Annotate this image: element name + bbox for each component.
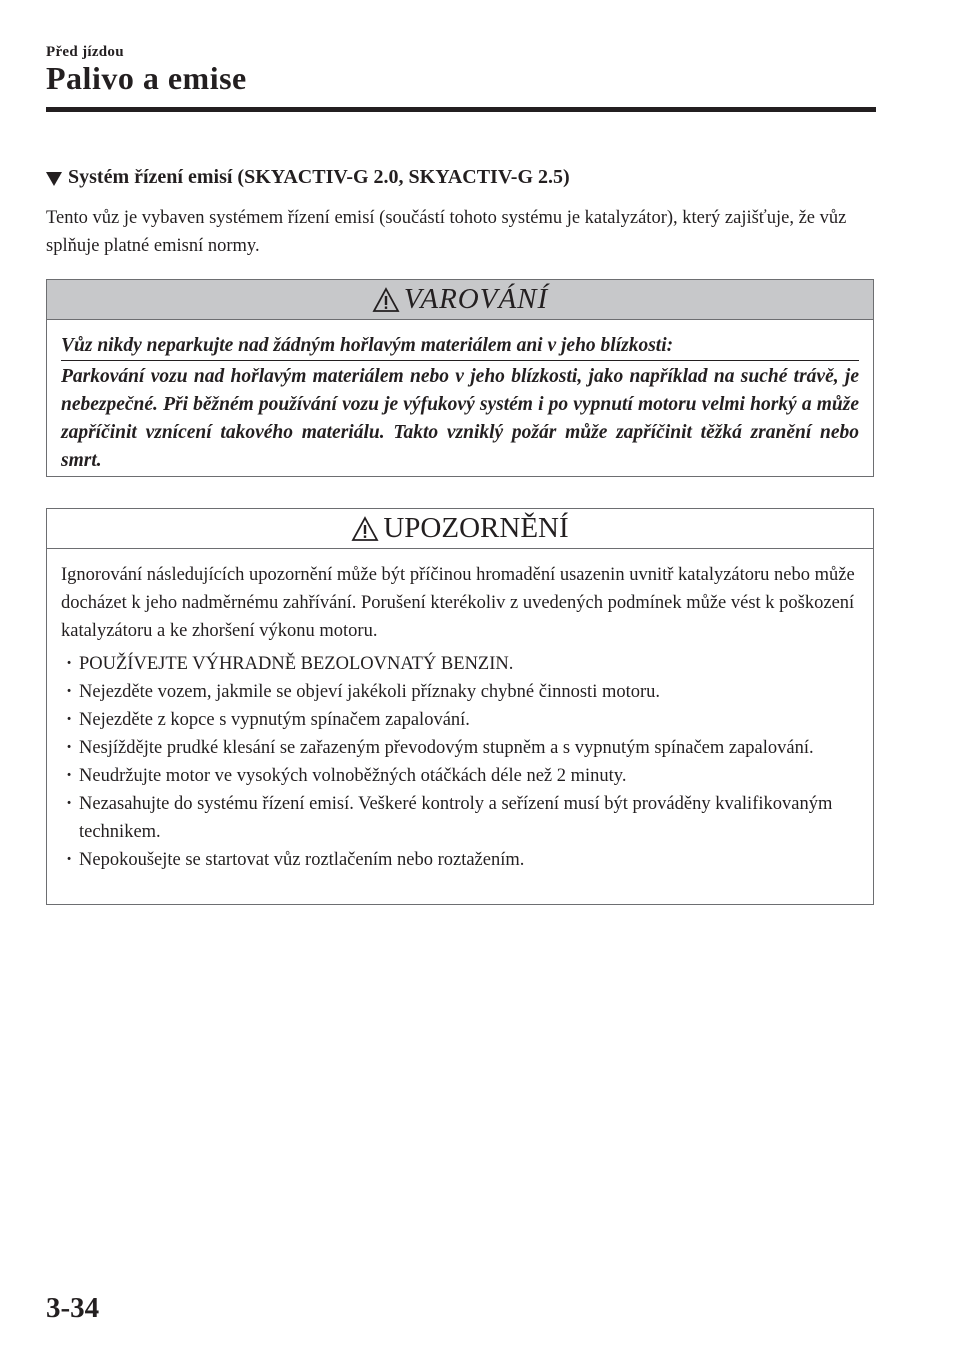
list-item: · POUŽÍVEJTE VÝHRADNĚ BEZOLOVNATÝ BENZIN.	[61, 650, 859, 678]
section-heading-text: Systém řízení emisí (SKYACTIV-G 2.0, SKYACTIV-G 2.5)	[68, 166, 570, 188]
warning-body	[47, 320, 873, 475]
list-item: · Neudržujte motor ve vysokých volnoběžných otáčkách déle než 2 minuty.	[61, 762, 859, 790]
caution-box	[46, 508, 874, 905]
list-item: · Nezasahujte do systému řízení emisí. Veškeré kontroly a seřízení musí být prováděny kvalifikovaným technikem.	[61, 790, 859, 846]
warning-icon	[372, 287, 400, 313]
caution-header	[47, 509, 873, 549]
warning-header	[47, 280, 873, 320]
triangle-down-icon	[46, 172, 62, 186]
warning-text: Parkování vozu nad hořlavým materiálem nebo v jeho blízkosti, jako například na suché trávě, je nebezpečné. Při běžném používání vozu je výfukový systém i po vypnutí motoru velmi horký a může zapříčinit vznícení takového materiálu. Takto vzniklý požár může zapříčinit těžká zranění nebo smrt.	[61, 366, 859, 471]
caution-intro: Ignorování následujících upozornění může být příčinou hromadění usazenin uvnitř katalyzátoru nebo může docházet k jeho nadměrnému zahřívání. Porušení kterékoliv z uvedených podmínek může vést k poškození katalyzátoru a ke zhoršení výkonu motoru.	[61, 565, 855, 641]
list-item: · Nejezděte vozem, jakmile se objeví jakékoli příznaky chybné činnosti motoru.	[61, 678, 859, 706]
caution-icon	[351, 516, 379, 542]
title-rule	[46, 107, 876, 112]
caution-list	[61, 650, 859, 874]
warning-box	[46, 279, 874, 477]
breadcrumb: Před jízdou	[46, 44, 124, 60]
warning-lead: Vůz nikdy neparkujte nad žádným hořlavým materiálem ani v jeho blízkosti:	[61, 332, 859, 361]
section-heading	[46, 166, 570, 189]
list-item: · Nepokoušejte se startovat vůz roztlačením nebo roztažením.	[61, 846, 859, 874]
list-item: · Nesjíždějte prudké klesání se zařazeným převodovým stupněm a s vypnutým spínačem zapalování.	[61, 734, 859, 762]
warning-label: VAROVÁNÍ	[403, 283, 549, 315]
page-title: Palivo a emise	[46, 60, 247, 96]
caution-label: UPOZORNĚNÍ	[383, 512, 569, 544]
caution-body	[47, 549, 873, 874]
section-intro: Tento vůz je vybaven systémem řízení emisí (součástí tohoto systému je katalyzátor), který zajišťuje, že vůz splňuje platné emisní normy.	[46, 208, 847, 256]
list-item: · Nejezděte z kopce s vypnutým spínačem zapalování.	[61, 706, 859, 734]
page-number: 3-34	[46, 1292, 100, 1324]
